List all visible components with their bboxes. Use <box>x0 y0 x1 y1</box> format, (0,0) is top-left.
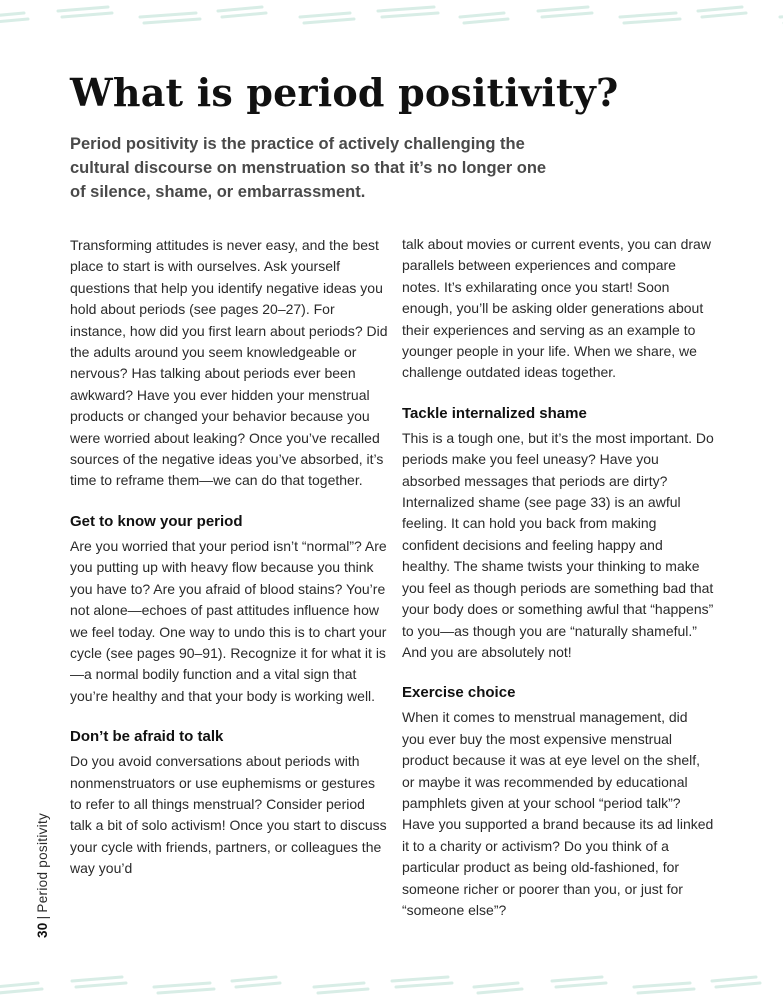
page-title: What is period positivity? <box>70 70 619 115</box>
top-decorative-band <box>0 0 783 30</box>
opening-paragraph: Transforming attitudes is never easy, and the best place to start is with ourselves. Ask yourself questions that help you identify negative ideas you hold about periods (see pages 20–27). For instance, how did you first learn about periods? Did the adults around you seem knowledgeable or nervous? Has talking about periods ever been awkward? Have you ever hidden your menstrual products or changed your behavior because you were worried about leaking? Once you’ve recalled sources of the negative ideas you’ve absorbed, it’s time to reframe them—we can do that together. <box>70 237 388 489</box>
dash-stroke <box>460 13 508 23</box>
dash-stroke <box>314 983 368 993</box>
dash-stroke <box>232 977 280 987</box>
bottom-decorative-band <box>0 970 783 1000</box>
dash-stroke <box>620 13 680 23</box>
footer-separator: | <box>35 915 50 920</box>
dash-stroke <box>712 977 760 987</box>
section-name: Period positivity <box>35 812 50 913</box>
dash-stroke <box>0 983 42 993</box>
section-heading-dont-be-afraid: Don’t be afraid to talk <box>70 728 224 746</box>
dash-stroke <box>538 7 592 17</box>
left-column <box>70 235 388 880</box>
dash-stroke <box>140 13 200 23</box>
dashed-stripe-pattern-icon <box>0 0 783 30</box>
continuation-paragraph: talk about movies or current events, you can draw parallels between experiences and compare notes. It’s exhilarating once you start! Soon enough, you’ll be asking older generations about their experiences and serving as an example to younger people in your life. When we share, we challenge outdated ideas together. <box>402 236 711 381</box>
dash-stroke <box>0 13 28 23</box>
section-heading-exercise-choice: Exercise choice <box>402 684 516 702</box>
dash-stroke <box>58 7 112 17</box>
dash-stroke <box>300 13 354 23</box>
dash-stroke <box>392 977 452 987</box>
section-body-dont-be-afraid: Do you avoid conversations about periods with nonmenstruators or use euphemisms or gestures to refer to all things menstrual? Consider period talk a bit of solo activism! Once you start to discuss your cycle with friends, partners, or colleagues the way you’d <box>70 753 387 877</box>
dash-stroke <box>72 977 126 987</box>
dash-stroke <box>218 7 266 17</box>
dashed-stripe-pattern-icon <box>0 970 783 1000</box>
intro-paragraph: Period positivity is the practice of actively challenging the cultural discourse on menstruation so that it’s no longer one of silence, shame, or embarrassment. <box>70 135 547 201</box>
dash-stroke <box>378 7 438 17</box>
page-number: 30 <box>35 922 50 938</box>
page-footer <box>35 813 50 938</box>
section-body-exercise-choice: When it comes to menstrual management, did you ever buy the most expensive menstrual product because it was at eye level on the shelf, or maybe it was recommended by educational pamphlets given at your school “period talk”? Have you supported a brand because its ad linked it to a charity or activism? Do you think of a particular product as being old-fashioned, for someone richer or poorer than you, or just for “someone else”? <box>402 709 714 918</box>
section-body-tackle-shame: This is a tough one, but it’s the most important. Do periods make you feel uneasy? Have you absorbed messages that periods are dirty? Internalized shame (see page 33) is an awful feeling. It can hold you back from making confident decisions and feeling happy and healthy. The shame twists your thinking to make you feel as though periods are something bad that your body does or something awful that “happens” to you—as though you are “naturally shameful.” And you are absolutely not! <box>402 429 714 660</box>
dash-stroke <box>552 977 606 987</box>
dash-stroke <box>698 7 746 17</box>
section-heading-tackle-shame: Tackle internalized shame <box>402 404 587 422</box>
dash-stroke <box>154 983 214 993</box>
section-body-get-to-know: Are you worried that your period isn’t “normal”? Are you putting up with heavy flow because you think you have to? Are you afraid of blood stains? You’re not alone—echoes of past attitudes influence how we feel today. One way to undo this is to chart your cycle (see pages 90–91). Recognize it for what it is—a normal bodily function and a vital sign that you’re healthy and that your body is working well. <box>70 537 387 704</box>
right-column <box>402 234 714 921</box>
section-heading-get-to-know: Get to know your period <box>70 512 243 530</box>
dash-stroke <box>474 983 522 993</box>
dash-stroke <box>634 983 694 993</box>
